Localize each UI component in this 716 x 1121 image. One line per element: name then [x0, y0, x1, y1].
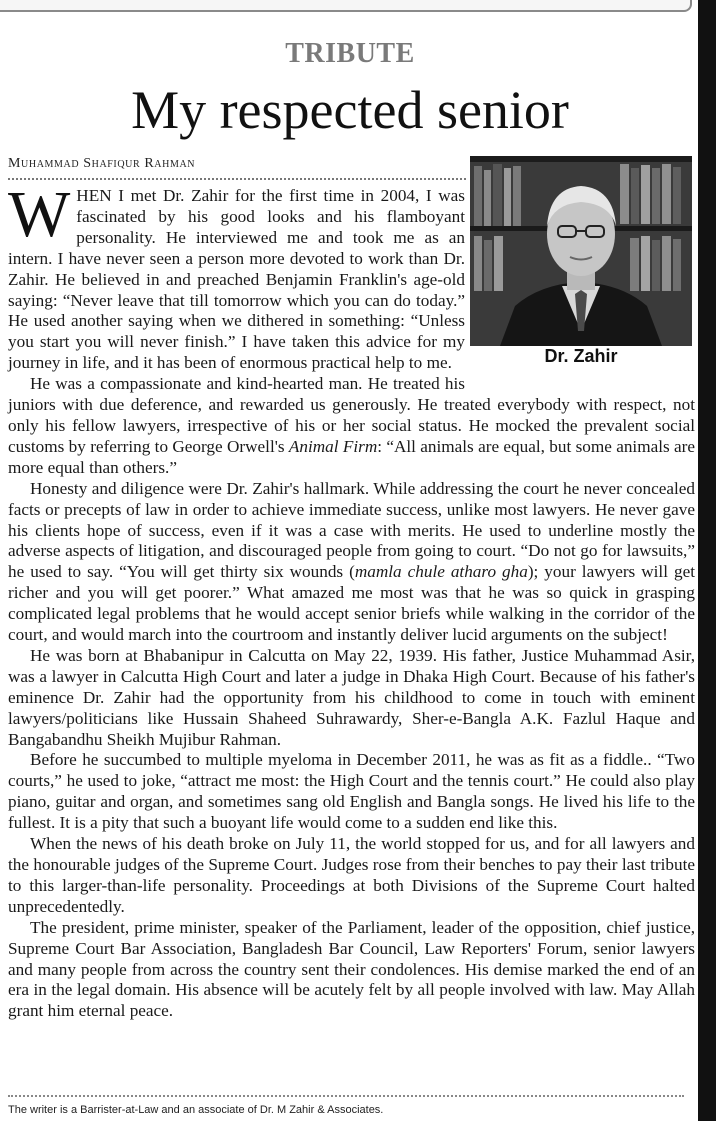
- paragraph-6: When the news of his death broke on July 11, the world stopped for us, and for all lawyers and the honourable judges of the Supreme Court. Judges rose from their benches to pay their last tribute to this larger-than-life personality. Proceedings at both Divisions of the Supreme Court halted unprecedentedly.: [8, 834, 695, 916]
- top-border: [0, 0, 692, 12]
- book-title: Animal Firm: [288, 436, 378, 456]
- paragraph-4: He was born at Bhabanipur in Calcutta on May 22, 1939. His father, Justice Muhammad Asir, was a lawyer in Calcutta High Court and later a judge in Dhaka High Court. Because of his father's eminence Dr. Zahir had the opportunity from his childhood to come in touch with eminent lawyers/politicians like Hussain Shaheed Suhrawardy, Sher-e-Bangla A.K. Fazlul Haque and Bangabandhu Sheikh Mujibur Rahman.: [8, 645, 695, 749]
- paragraph-2-text-b: : “All animals are equal, but some animals are more equal than others.”: [8, 436, 695, 477]
- drop-cap: W: [8, 178, 71, 251]
- paragraph-2-text-a: He was a compassionate and kind-hearted man. He treated his juniors with due deference, and rewarded us generously. He treated everybody with respect, not only his fellow lawyers, irrespective of his or her social status. He mocked the prevalent social customs by referring to George Orwell's: [8, 374, 695, 456]
- paragraph-2: [8, 374, 695, 479]
- photo-wrap-space: [465, 186, 695, 381]
- author-note: The writer is a Barrister-at-Law and an associate of Dr. M Zahir & Associates.: [8, 1104, 384, 1116]
- paragraph-3-text-a: Honesty and diligence were Dr. Zahir's hallmark. While addressing the court he never concealed facts or precepts of law in order to achieve immediate success, unlike most lawyers. He never gave his clients hope of success, even if it was a case with merits. He used to underline mostly the adverse aspects of litigation, and discouraged people from going to court. “Do not go for lawsuits,” he used to say. “You will get thirty six wounds (: [8, 478, 695, 582]
- author-byline: Muhammad Shafiqur Rahman: [8, 156, 196, 171]
- article-body: [8, 178, 695, 1022]
- footer-divider: [8, 1095, 684, 1097]
- byline-divider: [8, 178, 466, 180]
- article-headline: My respected senior: [131, 80, 569, 140]
- section-kicker: TRIBUTE: [285, 38, 415, 69]
- paragraph-3: [8, 479, 695, 646]
- paragraph-5: Before he succumbed to multiple myeloma in December 2011, he was as fit as a fiddle.. “Two courts,” he used to joke, “attract me most: the High Court and the tennis court.” He could also play piano, guitar and organ, and sometimes sang old English and Bangla songs. He lived his life to the fullest. It is a pity that such a buoyant life would come to a sudden end like this.: [8, 750, 695, 833]
- paragraph-3-text-b: ); your lawyers will get richer and you will get poorer.” What amazed me most was that he was so quick in grasping complicated legal problems that he would accept senior briefs while walking in the corridor of the court, and would march into the courtroom and instantly deliver lucid arguments on the subject!: [8, 562, 695, 645]
- paragraph-7: The president, prime minister, speaker of the Parliament, leader of the opposition, chief justice, Supreme Court Bar Association, Bangladesh Bar Council, Law Reporters' Forum, senior lawyers and many people from across the country sent their condolences. His demise marked the end of an era in the legal domain. His absence will be acutely felt by all people involved with law. May Allah grant him eternal peace.: [8, 917, 695, 1021]
- paragraph-1-text: HEN I met Dr. Zahir for the first time in 2004, I was fascinated by his good looks and his flamboyant personality. He interviewed me and took me as an intern. I have never seen a person more devoted to work than Dr. Zahir. He believed in and preached Benjamin Franklin's age-old saying: “Never leave that till tomorrow which you can do today.” He used another saying when we dithered in something: “Unless you start you will never finish.” I have taken this advice for my journey in life, and it has been of enormous practical help to me.: [8, 186, 465, 373]
- photo-caption: Dr. Zahir: [544, 346, 618, 366]
- page-edge: [698, 0, 716, 1121]
- bangla-phrase: mamla chule atharo gha: [354, 562, 528, 582]
